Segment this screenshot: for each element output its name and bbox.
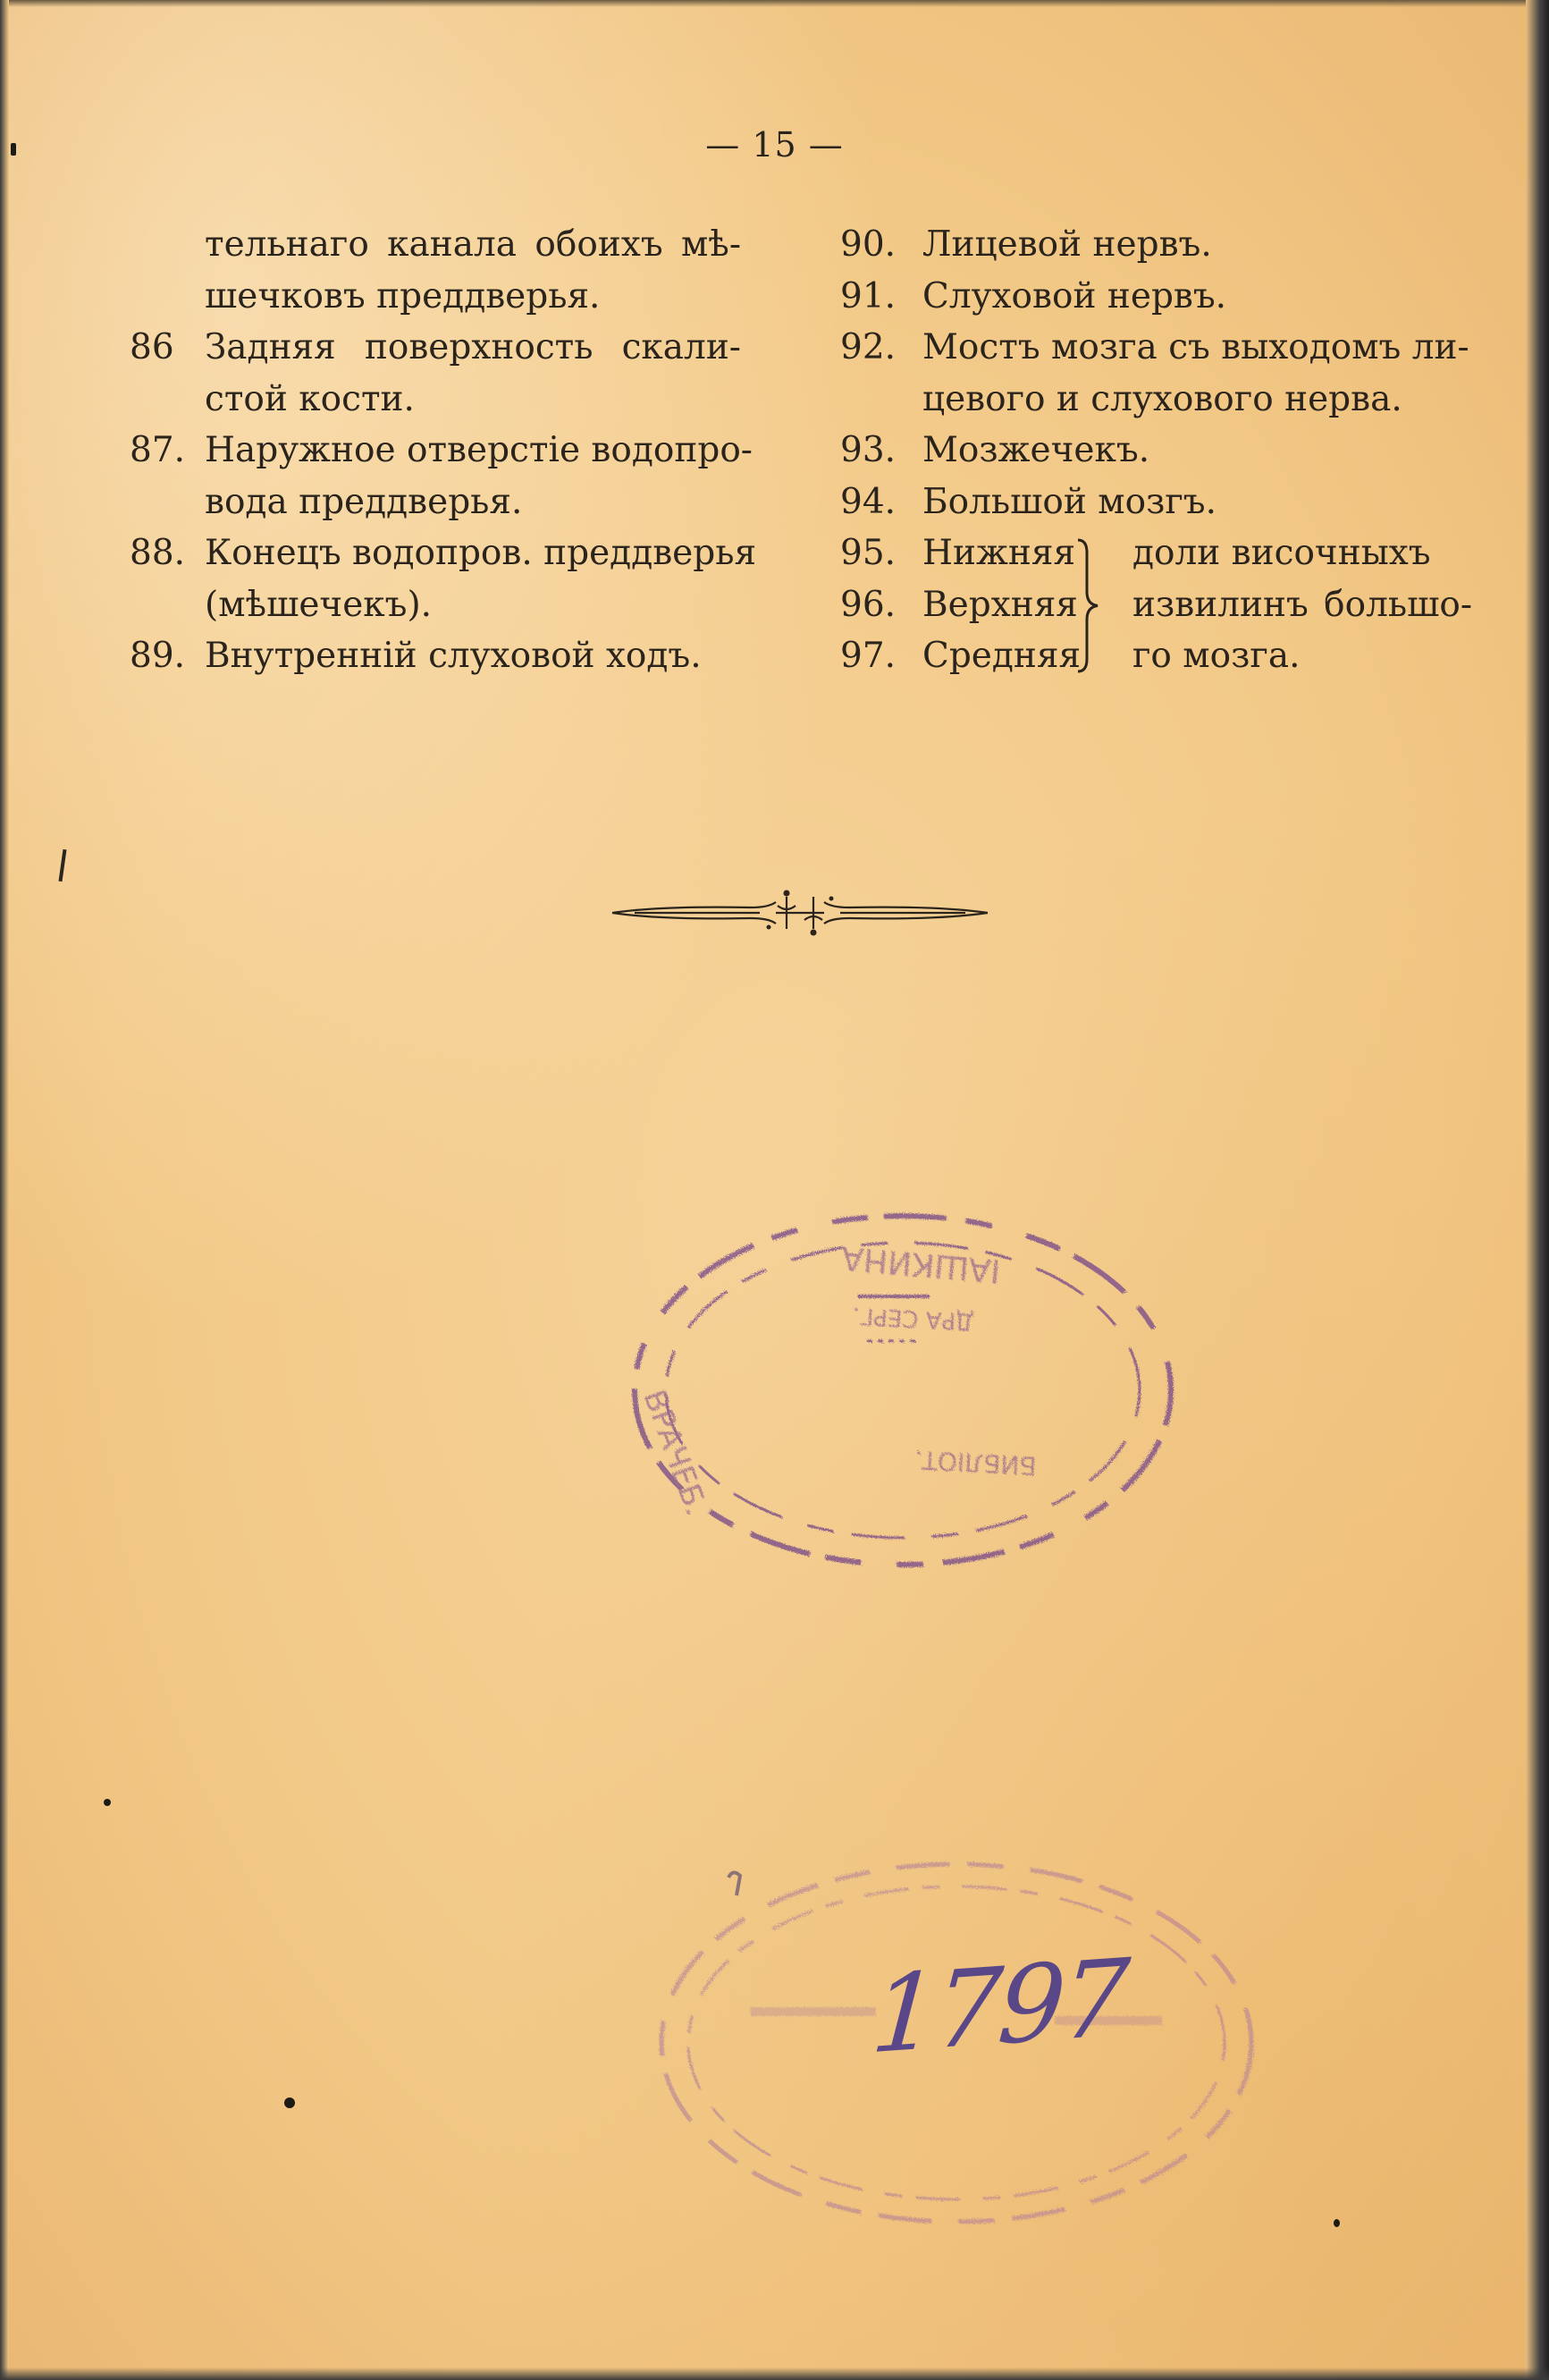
page-edge-right (1526, 0, 1549, 2380)
item-text: Наружное отверстіе водопро- (205, 430, 753, 470)
page-edge-bottom (0, 2367, 1549, 2380)
list-item-continuation (130, 374, 755, 426)
library-stamp (617, 1198, 1198, 1591)
item-text: (мѣшечекъ). (205, 584, 433, 625)
list-item (130, 527, 755, 579)
item-text: Лицевой нервъ. (922, 224, 1212, 265)
lobe-label: Средняя (922, 636, 1082, 676)
list-item (840, 477, 1484, 528)
item-text: Конецъ водопров. преддверья (205, 533, 757, 573)
stamp-text: ВРАЧЕБ. (636, 1385, 715, 1521)
item-text: Мостъ мозга съ выходомъ ли- (922, 327, 1469, 367)
lobes-description-line: извилинъ большо- (1132, 584, 1472, 625)
item-text: вода преддверья. (205, 481, 523, 522)
list-item-continuation (130, 477, 755, 528)
item-text: стой кости. (205, 378, 415, 419)
list-item (130, 630, 755, 682)
stamp-text: БИБЛІОТ. (913, 1444, 1038, 1481)
item-text: Мозжечекъ. (922, 430, 1150, 470)
paper-speck (11, 143, 16, 156)
list-item (840, 271, 1484, 323)
item-number: 92. (840, 327, 897, 367)
item-number: 91. (840, 275, 897, 316)
lobes-description-line: доли височныхъ (1132, 533, 1431, 573)
ornament-divider-icon (608, 881, 992, 943)
item-number: 86 (130, 327, 174, 367)
item-number: 90. (840, 224, 897, 265)
item-number: 88. (130, 533, 186, 573)
item-text: цевого и слухового нерва. (922, 378, 1402, 419)
item-number: 93. (840, 430, 897, 470)
continuation-text: шечковъ преддверья. (205, 275, 601, 316)
item-text: Большой мозгъ. (922, 481, 1217, 522)
lobes-group (840, 527, 1484, 682)
item-text: Задняя поверхность скали- (205, 327, 741, 367)
right-column (840, 219, 1484, 682)
page-edge-top (0, 0, 1549, 7)
lobes-description-line: го мозга. (1132, 636, 1301, 676)
item-number: 96. (840, 584, 897, 625)
continuation-line (130, 219, 755, 271)
lobe-label: Нижняя (922, 533, 1076, 573)
lobes-description (1132, 527, 1472, 682)
stamp-text: ДРА СЕРГ. (851, 1301, 975, 1335)
stamp-text: ІАШКИНА (839, 1238, 1002, 1289)
handwritten-number: 1797 (867, 1935, 1130, 2078)
list-item (840, 219, 1484, 271)
page-number: — 15 — (705, 125, 844, 165)
list-item (130, 425, 755, 477)
paper-speck (104, 1799, 111, 1806)
paper-speck (284, 2097, 295, 2108)
list-item-continuation (130, 579, 755, 631)
curly-brace-icon (1074, 536, 1101, 675)
list-item (840, 322, 1484, 374)
list-item (130, 322, 755, 374)
item-text: Внутренній слуховой ходъ. (205, 636, 702, 676)
paper-speck (1334, 2219, 1340, 2227)
page-edge-left (0, 0, 9, 2380)
item-number: 87. (130, 430, 186, 470)
continuation-text: тельнаго канала обоихъ мѣ- (205, 224, 741, 265)
item-number: 89. (130, 636, 186, 676)
continuation-line (130, 271, 755, 323)
item-number: 95. (840, 533, 897, 573)
item-number: 97. (840, 636, 897, 676)
item-number: 94. (840, 481, 897, 522)
left-column (130, 219, 755, 682)
list-item-continuation (840, 374, 1484, 426)
list-item (840, 425, 1484, 477)
paper-mark (59, 849, 67, 882)
item-text: Слуховой нервъ. (922, 275, 1227, 316)
lobe-label: Верхняя (922, 584, 1078, 625)
